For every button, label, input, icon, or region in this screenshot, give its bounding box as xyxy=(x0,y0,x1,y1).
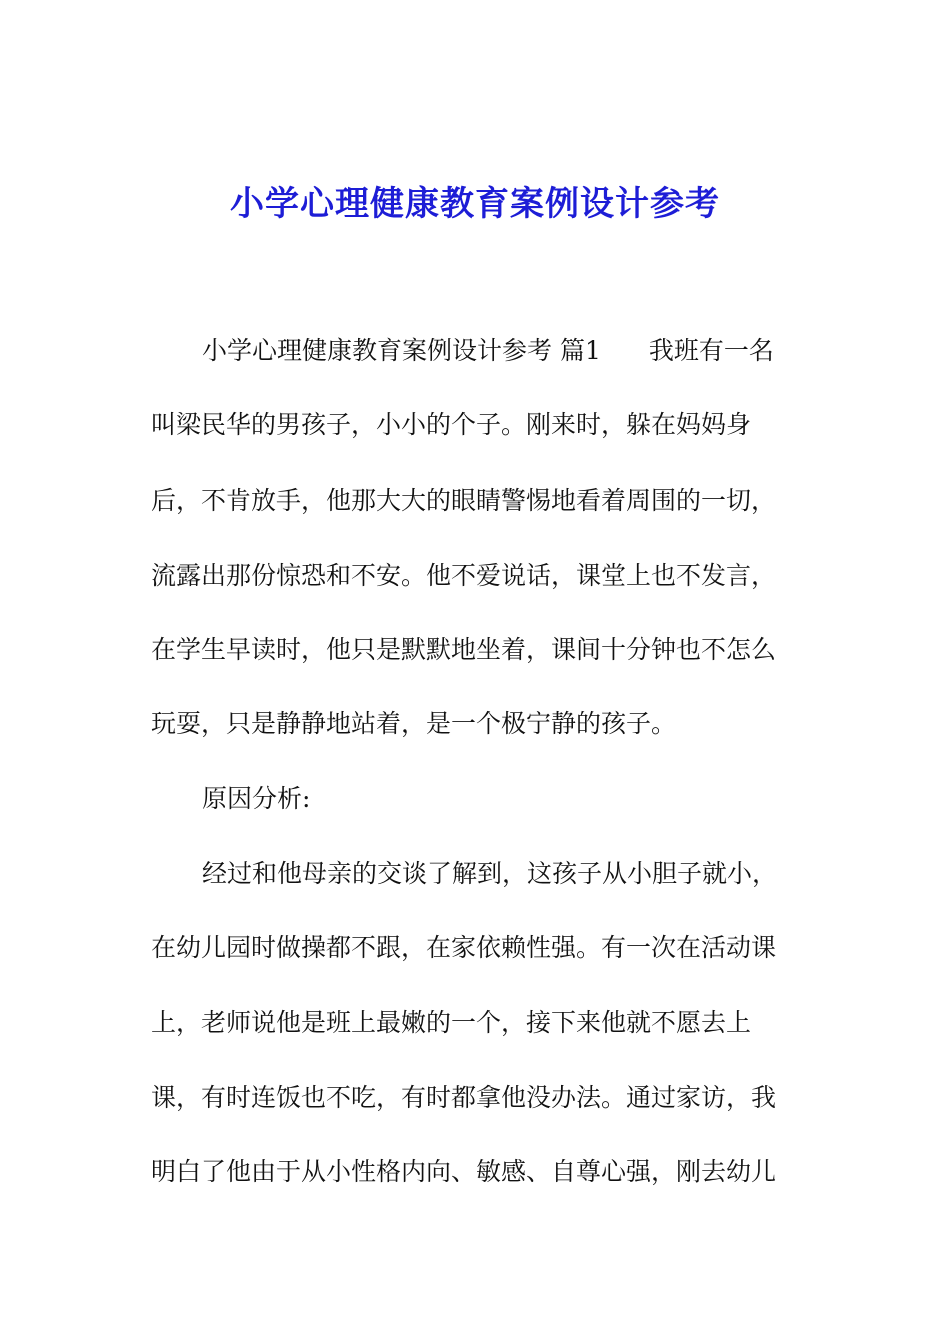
paragraph-line-11: 课，有时连饭也不吃，有时都拿他没办法。通过家访，我 xyxy=(151,1083,777,1112)
paragraph-line-3: 后，不肯放手，他那大大的眼睛警惕地看着周围的一切， xyxy=(151,486,777,515)
paragraph-line-10: 上，老师说他是班上最嫩的一个，接下来他就不愿去上 xyxy=(151,1008,752,1037)
paragraph-line-8: 经过和他母亲的交谈了解到，这孩子从小胆子就小， xyxy=(202,859,778,888)
paragraph-line-9: 在幼儿园时做操都不跟，在家依赖性强。有一次在活动课 xyxy=(151,933,777,962)
paragraph-line-4: 流露出那份惊恐和不安。他不爱说话，课堂上也不发言， xyxy=(151,561,777,590)
paragraph-line-6: 玩耍，只是静静地站着，是一个极宁静的孩子。 xyxy=(151,709,677,738)
paragraph-line-1 xyxy=(202,331,774,371)
paragraph-line-text: 我班有一名 xyxy=(648,336,774,365)
paragraph-line-2: 叫梁民华的男孩子，小小的个子。刚来时，躲在妈妈身 xyxy=(151,410,752,439)
section-heading: 小学心理健康教育案例设计参考 篇1 xyxy=(202,336,601,365)
paragraph-line-12: 明白了他由于从小性格内向、敏感、自尊心强，刚去幼儿 xyxy=(151,1157,777,1186)
subheading-cause-analysis: 原因分析: xyxy=(202,784,311,813)
document-title: 小学心理健康教育案例设计参考 xyxy=(230,184,720,224)
paragraph-line-5: 在学生早读时，他只是默默地坐着，课间十分钟也不怎么 xyxy=(151,635,777,664)
